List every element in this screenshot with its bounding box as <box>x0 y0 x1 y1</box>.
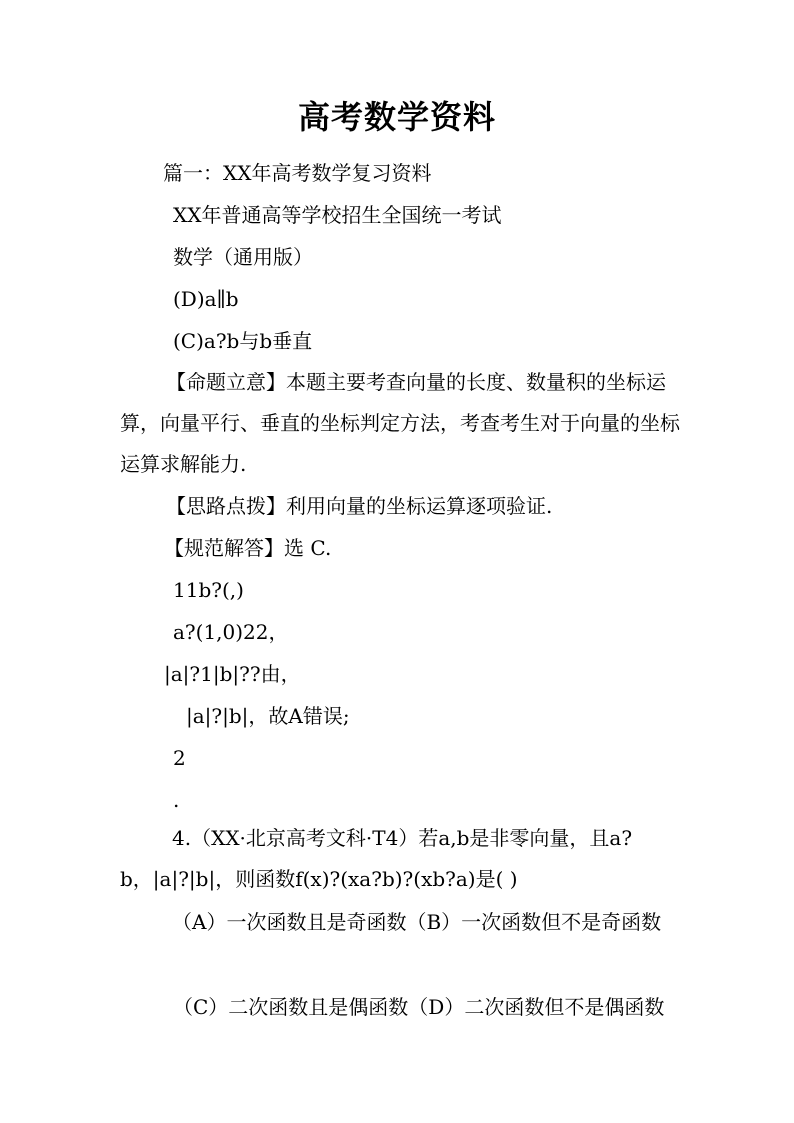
option-c: (C)a?b与b垂直 <box>173 329 313 353</box>
subject-line: 数学（通用版） <box>173 245 313 269</box>
document-title: 高考数学资料 <box>297 98 496 136</box>
question-4-paragraph: 4.（XX·北京高考文科·T4）若a,b是非零向量，且a?b，|a|?|b|，则函数f(x)?(xa?b)?(xb?a)是( ) <box>120 826 633 891</box>
exam-name: XX年普通高等学校招生全国统一考试 <box>173 203 502 227</box>
formula-line-1: 11b?(,) <box>173 578 244 602</box>
section-heading: 篇一：XX年高考数学复习资料 <box>163 161 432 185</box>
formula-line-4: |a|?|b|，故A错误; <box>186 704 350 728</box>
formula-line-6: . <box>173 788 180 812</box>
answer-line: 【规范解答】选 C. <box>164 536 332 560</box>
formula-line-2: a?(1,0)22， <box>173 620 289 644</box>
proposition-paragraph: 【命题立意】本题主要考查向量的长度、数量积的坐标运算，向量平行、垂直的坐标判定方法，考查考生对于向量的坐标运算求解能力. <box>120 370 680 476</box>
option-d: (D)a∥b <box>173 287 239 311</box>
formula-line-5: 2 <box>173 746 186 770</box>
formula-line-3: |a|?1|b|??由， <box>164 662 301 686</box>
approach-line: 【思路点拨】利用向量的坐标运算逐项验证. <box>166 494 553 518</box>
options-c-d: （C）二次函数且是偶函数（D）二次函数但不是偶函数 <box>173 995 665 1019</box>
options-a-b: （A）一次函数且是奇函数（B）一次函数但不是奇函数 <box>172 910 662 934</box>
